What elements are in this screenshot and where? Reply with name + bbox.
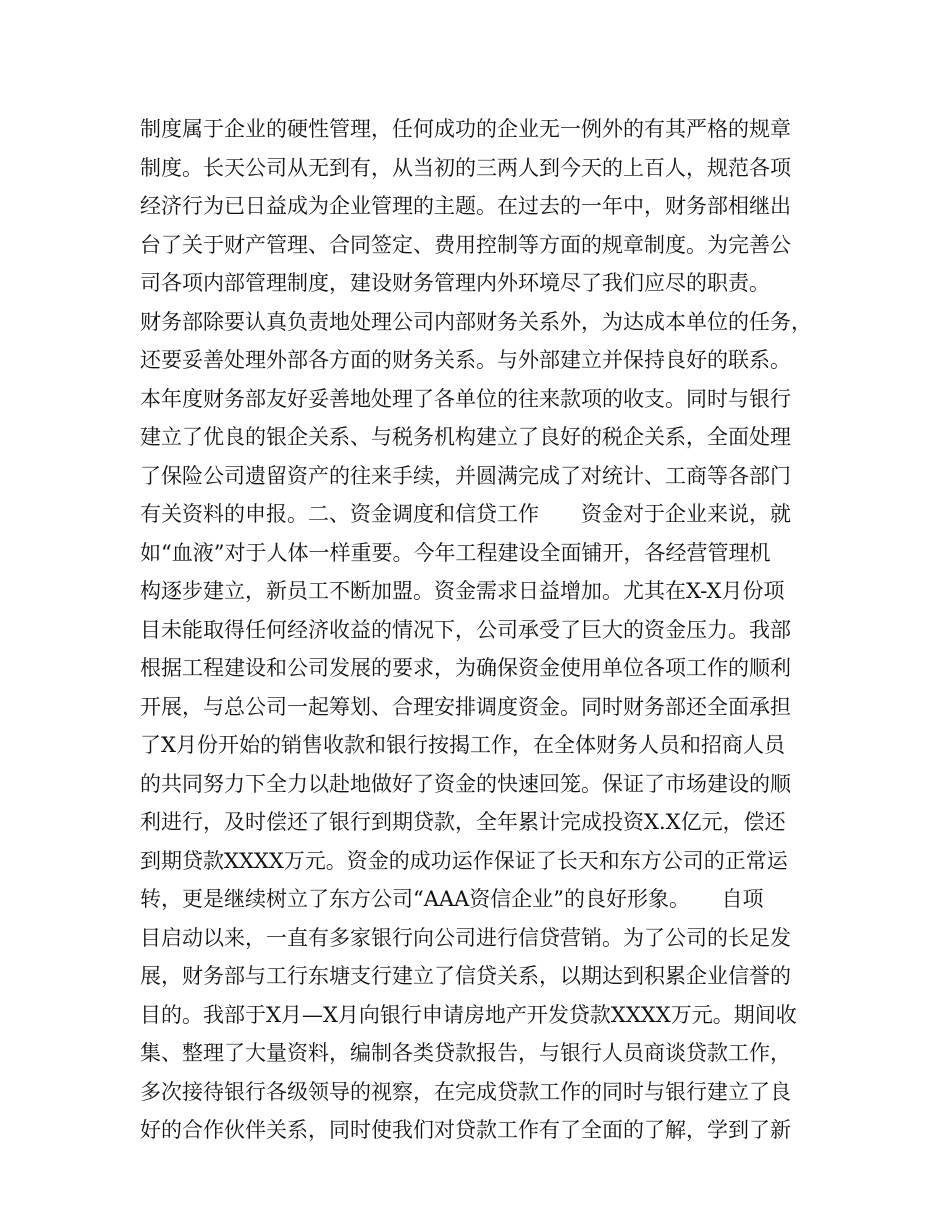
text-line: 了X月份开始的销售收款和银行按揭工作，在全体财务人员和招商人员 xyxy=(140,733,785,757)
text-line: 目未能取得任何经济收益的情况下，公司承受了巨大的资金压力。我部 xyxy=(140,617,791,642)
text-line: 建立了优良的银企关系、与税务机构建立了良好的税企关系，全面处理 xyxy=(140,425,791,449)
text-line: 财务部除要认真负责地处理公司内部财务关系外，为达成本单位的任务， xyxy=(140,309,812,334)
text-line: 的共同努力下全力以赴地做好了资金的快速回笼。保证了市场建设的顺 xyxy=(140,771,791,796)
text-line: 司各项内部管理制度，建设财务管理内外环境尽了我们应尽的职责。 xyxy=(140,271,770,295)
text-line: 集、整理了大量资料，编制各类贷款报告，与银行人员商谈贷款工作， xyxy=(140,1041,791,1065)
text-line: 制度属于企业的硬性管理，任何成功的企业无一例外的有其严格的规章 xyxy=(140,117,791,141)
text-line: 利进行，及时偿还了银行到期贷款，全年累计完成投资X.X亿元，偿还 xyxy=(140,810,786,834)
text-line: 目的。我部于X月—X月向银行申请房地产开发贷款XXXX万元。期间收 xyxy=(140,1002,797,1027)
text-line: 转，更是继续树立了东方公司“AAA资信企业”的良好形象。 自项 xyxy=(140,887,764,911)
text-line: 了保险公司遗留资产的往来手续，并圆满完成了对统计、工商等各部门 xyxy=(140,463,791,488)
text-line: 开展，与总公司一起筹划、合理安排调度资金。同时财务部还全面承担 xyxy=(140,694,791,719)
text-line: 制度。长天公司从无到有，从当初的三两人到今天的上百人，规范各项 xyxy=(140,155,791,180)
text-line: 到期贷款XXXX万元。资金的成功运作保证了长天和东方公司的正常运 xyxy=(140,848,788,873)
text-line: 目启动以来，一直有多家银行向公司进行信贷营销。为了公司的长足发 xyxy=(140,925,791,950)
text-line: 如“血液”对于人体一样重要。今年工程建设全面铺开，各经营管理机 xyxy=(140,540,771,565)
body-text xyxy=(140,110,830,1150)
text-line: 多次接待银行各级领导的视察，在完成贷款工作的同时与银行建立了良 xyxy=(140,1079,791,1104)
text-line: 好的合作伙伴关系，同时使我们对贷款工作有了全面的了解，学到了新 xyxy=(140,1118,791,1142)
text-line: 台了关于财产管理、合同签定、费用控制等方面的规章制度。为完善公 xyxy=(140,232,791,257)
text-line: 本年度财务部友好妥善地处理了各单位的往来款项的收支。同时与银行 xyxy=(140,386,791,411)
text-line: 经济行为已日益成为企业管理的主题。在过去的一年中，财务部相继出 xyxy=(140,194,791,218)
text-line: 展，财务部与工行东塘支行建立了信贷关系，以期达到积累企业信誉的 xyxy=(140,964,791,988)
text-line: 根据工程建设和公司发展的要求，为确保资金使用单位各项工作的顺利 xyxy=(140,656,791,680)
text-line: 有关资料的申报。二、资金调度和信贷工作 资金对于企业来说，就 xyxy=(140,502,791,526)
text-line: 还要妥善处理外部各方面的财务关系。与外部建立并保持良好的联系。 xyxy=(140,348,791,372)
text-line: 构逐步建立，新员工不断加盟。资金需求日益增加。尤其在X-X月份项 xyxy=(140,579,785,603)
